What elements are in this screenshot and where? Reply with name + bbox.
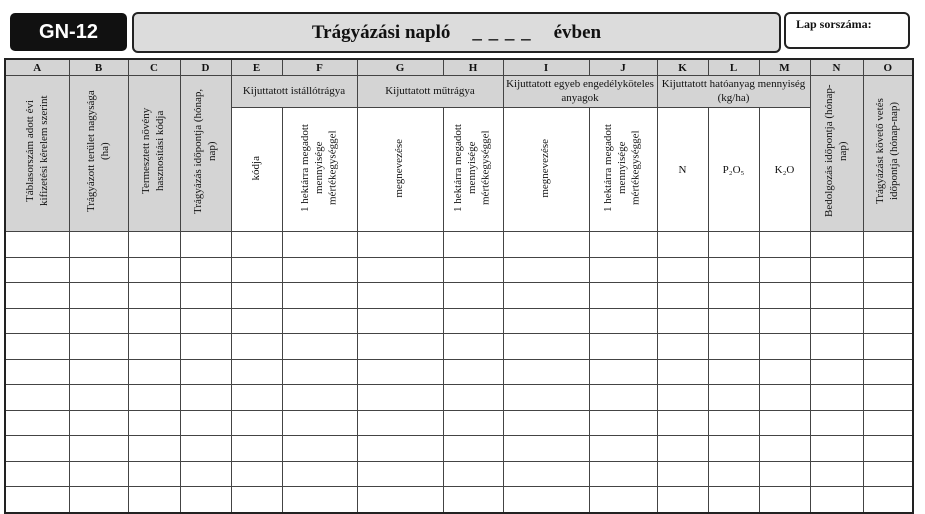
entry-cell[interactable] — [357, 283, 443, 309]
header-e-text: kódja — [249, 155, 262, 181]
entry-cell[interactable] — [589, 436, 657, 462]
entry-cell[interactable] — [708, 334, 759, 360]
table-row — [5, 257, 913, 283]
entry-cell[interactable] — [231, 308, 282, 334]
entry-cell[interactable] — [589, 257, 657, 283]
entry-cell[interactable] — [231, 257, 282, 283]
col-letter-c: C — [128, 59, 180, 76]
header-d — [180, 76, 231, 232]
entry-cell[interactable] — [282, 283, 357, 309]
table-row — [5, 410, 913, 436]
entry-cell[interactable] — [759, 334, 810, 360]
entry-cell[interactable] — [759, 436, 810, 462]
entry-cell[interactable] — [863, 461, 913, 487]
entry-cell[interactable] — [128, 308, 180, 334]
entry-cell[interactable] — [128, 257, 180, 283]
entry-cell[interactable] — [443, 436, 503, 462]
entry-cell[interactable] — [357, 334, 443, 360]
entry-cell[interactable] — [231, 436, 282, 462]
entry-cell[interactable] — [443, 232, 503, 258]
header-e — [231, 108, 282, 232]
entry-cell[interactable] — [128, 461, 180, 487]
entry-cell[interactable] — [503, 461, 589, 487]
entry-cell[interactable] — [863, 385, 913, 411]
entry-cell[interactable] — [180, 232, 231, 258]
entry-cell[interactable] — [180, 257, 231, 283]
entry-cell[interactable] — [657, 385, 708, 411]
entry-cell[interactable] — [282, 232, 357, 258]
entry-cell[interactable] — [503, 334, 589, 360]
entry-cell[interactable] — [708, 410, 759, 436]
entry-cell[interactable] — [5, 461, 69, 487]
entry-cell[interactable] — [357, 410, 443, 436]
header-k: N — [657, 108, 708, 232]
entry-cell[interactable] — [589, 308, 657, 334]
entry-cell[interactable] — [503, 487, 589, 513]
entry-cell[interactable] — [128, 359, 180, 385]
entry-cell[interactable] — [282, 308, 357, 334]
entry-cell[interactable] — [5, 385, 69, 411]
header-a — [5, 76, 69, 232]
entry-cell[interactable] — [810, 461, 863, 487]
entry-cell[interactable] — [180, 436, 231, 462]
fertilization-log-table — [4, 58, 914, 514]
entry-cell[interactable] — [69, 283, 128, 309]
entry-cell[interactable] — [231, 359, 282, 385]
col-letter-b: B — [69, 59, 128, 76]
col-letter-l: L — [708, 59, 759, 76]
entry-cell[interactable] — [863, 334, 913, 360]
col-letter-m: M — [759, 59, 810, 76]
table-row — [5, 461, 913, 487]
entry-cell[interactable] — [357, 385, 443, 411]
entry-cell[interactable] — [589, 410, 657, 436]
header-j-text: 1 hektárra megadott mennyisége mértékegységgel — [602, 124, 642, 212]
col-letter-f: F — [282, 59, 357, 76]
entry-cell[interactable] — [180, 410, 231, 436]
entry-cell[interactable] — [180, 461, 231, 487]
entry-cell[interactable] — [443, 334, 503, 360]
entry-cell[interactable] — [863, 487, 913, 513]
page-number-label: Lap sorszáma: — [796, 17, 872, 31]
entry-cell[interactable] — [759, 308, 810, 334]
table-row — [5, 436, 913, 462]
entry-cell[interactable] — [443, 385, 503, 411]
entry-cell[interactable] — [863, 436, 913, 462]
entry-cell[interactable] — [657, 359, 708, 385]
entry-cell[interactable] — [759, 410, 810, 436]
entry-cell[interactable] — [708, 283, 759, 309]
entry-cell[interactable] — [589, 334, 657, 360]
entry-cell[interactable] — [443, 308, 503, 334]
entry-cell[interactable] — [69, 487, 128, 513]
entry-cell[interactable] — [759, 283, 810, 309]
entry-cell[interactable] — [5, 410, 69, 436]
entry-cell[interactable] — [708, 436, 759, 462]
entry-cell[interactable] — [357, 359, 443, 385]
col-letter-d: D — [180, 59, 231, 76]
header-j — [589, 108, 657, 232]
entry-cell[interactable] — [708, 257, 759, 283]
entry-cell[interactable] — [5, 257, 69, 283]
entry-cell[interactable] — [5, 436, 69, 462]
col-letter-n: N — [810, 59, 863, 76]
entry-cell[interactable] — [357, 487, 443, 513]
entry-cell[interactable] — [180, 308, 231, 334]
entry-cell[interactable] — [503, 385, 589, 411]
entry-cell[interactable] — [657, 283, 708, 309]
entry-cell[interactable] — [357, 257, 443, 283]
entry-cell[interactable] — [180, 283, 231, 309]
entry-cell[interactable] — [863, 257, 913, 283]
entry-cell[interactable] — [180, 385, 231, 411]
entry-cell[interactable] — [759, 461, 810, 487]
header-o-text: Trágyázást követő vetés időpontja (hónap-nap) — [874, 98, 900, 205]
header-n-text: Bedolgozás időpontja (hónap-nap) — [822, 85, 849, 218]
entry-cell[interactable] — [708, 232, 759, 258]
entry-cell[interactable] — [589, 232, 657, 258]
entry-cell[interactable] — [443, 461, 503, 487]
entry-cell[interactable] — [657, 436, 708, 462]
entry-cell[interactable] — [503, 436, 589, 462]
header-f — [282, 108, 357, 232]
header-g — [357, 108, 443, 232]
entry-cell[interactable] — [231, 334, 282, 360]
entry-cell[interactable] — [69, 334, 128, 360]
entry-cell[interactable] — [863, 283, 913, 309]
entry-cell[interactable] — [180, 334, 231, 360]
entry-cell[interactable] — [128, 334, 180, 360]
entry-cell[interactable] — [503, 257, 589, 283]
page-number-box[interactable] — [784, 12, 910, 49]
header-b — [69, 76, 128, 232]
entry-cell[interactable] — [503, 283, 589, 309]
column-letter-row — [5, 59, 913, 76]
header-n — [810, 76, 863, 232]
entry-cell[interactable] — [810, 283, 863, 309]
entry-cell[interactable] — [231, 461, 282, 487]
entry-cell[interactable] — [759, 232, 810, 258]
group-header-other-materials: Kijuttatott egyeb engedélyköteles anyagok — [503, 76, 657, 108]
entry-cell[interactable] — [503, 232, 589, 258]
col-letter-h: H — [443, 59, 503, 76]
header-g-text: megnevezése — [393, 138, 406, 198]
header-f-text: 1 hektárra megadott mennyisége mértékegységgel — [298, 124, 339, 212]
header-o — [863, 76, 913, 232]
log-body — [5, 232, 913, 513]
entry-cell[interactable] — [282, 487, 357, 513]
table-row — [5, 283, 913, 309]
col-letter-e: E — [231, 59, 282, 76]
entry-cell[interactable] — [69, 359, 128, 385]
entry-cell[interactable] — [357, 436, 443, 462]
form-code: GN-12 — [39, 20, 98, 43]
header-i — [503, 108, 589, 232]
entry-cell[interactable] — [810, 359, 863, 385]
entry-cell[interactable] — [657, 461, 708, 487]
entry-cell[interactable] — [657, 334, 708, 360]
entry-cell[interactable] — [708, 487, 759, 513]
entry-cell[interactable] — [657, 232, 708, 258]
entry-cell[interactable] — [443, 487, 503, 513]
entry-cell[interactable] — [357, 232, 443, 258]
entry-cell[interactable] — [589, 487, 657, 513]
table-row — [5, 232, 913, 258]
entry-cell[interactable] — [5, 232, 69, 258]
title-prefix: Trágyázási napló — [311, 21, 451, 43]
header-l: P₂O₅ — [708, 108, 759, 232]
entry-cell[interactable] — [810, 232, 863, 258]
entry-cell[interactable] — [443, 257, 503, 283]
entry-cell[interactable] — [231, 385, 282, 411]
entry-cell[interactable] — [657, 410, 708, 436]
entry-cell[interactable] — [810, 410, 863, 436]
entry-cell[interactable] — [657, 308, 708, 334]
entry-cell[interactable] — [443, 410, 503, 436]
entry-cell[interactable] — [128, 436, 180, 462]
entry-cell[interactable] — [5, 308, 69, 334]
entry-cell[interactable] — [282, 436, 357, 462]
entry-cell[interactable] — [231, 410, 282, 436]
entry-cell[interactable] — [657, 487, 708, 513]
table-row — [5, 359, 913, 385]
entry-cell[interactable] — [810, 334, 863, 360]
entry-cell[interactable] — [810, 308, 863, 334]
entry-cell[interactable] — [282, 257, 357, 283]
header-m: K₂O — [759, 108, 810, 232]
col-letter-j: J — [589, 59, 657, 76]
group-header-active-ingredient: Kijuttatott hatóanyag mennyiség (kg/ha) — [657, 76, 810, 108]
entry-cell[interactable] — [282, 410, 357, 436]
entry-cell[interactable] — [708, 359, 759, 385]
entry-cell[interactable] — [357, 461, 443, 487]
entry-cell[interactable] — [5, 487, 69, 513]
header-c-text: Termesztett növény hasznosítási kódja — [140, 108, 166, 195]
header-h-text: 1 hektárra megadott mennyisége mértékegységgel — [452, 124, 492, 212]
entry-cell[interactable] — [503, 410, 589, 436]
entry-cell[interactable] — [810, 436, 863, 462]
header-d-text: Trágyázás időpontja (hónap, nap) — [191, 88, 218, 214]
header-b-text: Trágyázott terület nagysága (ha) — [84, 90, 111, 213]
group-header-manure: Kijuttatott istállótrágya — [231, 76, 357, 108]
entry-cell[interactable] — [708, 461, 759, 487]
title-banner — [132, 12, 781, 53]
entry-cell[interactable] — [810, 487, 863, 513]
table-row — [5, 308, 913, 334]
entry-cell[interactable] — [589, 385, 657, 411]
entry-cell[interactable] — [503, 359, 589, 385]
title-suffix: évben — [553, 21, 602, 43]
year-blank[interactable]: _ _ _ _ — [472, 21, 532, 43]
entry-cell[interactable] — [5, 283, 69, 309]
table-row — [5, 487, 913, 513]
entry-cell[interactable] — [863, 359, 913, 385]
entry-cell[interactable] — [128, 487, 180, 513]
entry-cell[interactable] — [282, 359, 357, 385]
header-a-text: Táblasorszám adott évi kifizetési kérelem szerint — [23, 96, 50, 207]
entry-cell[interactable] — [180, 487, 231, 513]
entry-cell[interactable] — [503, 308, 589, 334]
entry-cell[interactable] — [708, 308, 759, 334]
entry-cell[interactable] — [69, 461, 128, 487]
entry-cell[interactable] — [759, 385, 810, 411]
entry-cell[interactable] — [282, 461, 357, 487]
entry-cell[interactable] — [443, 359, 503, 385]
entry-cell[interactable] — [69, 410, 128, 436]
col-letter-a: A — [5, 59, 69, 76]
entry-cell[interactable] — [231, 232, 282, 258]
entry-cell[interactable] — [180, 359, 231, 385]
entry-cell[interactable] — [282, 334, 357, 360]
entry-cell[interactable] — [69, 385, 128, 411]
entry-cell[interactable] — [708, 385, 759, 411]
entry-cell[interactable] — [69, 436, 128, 462]
entry-cell[interactable] — [5, 359, 69, 385]
table-row — [5, 334, 913, 360]
entry-cell[interactable] — [282, 385, 357, 411]
entry-cell[interactable] — [357, 308, 443, 334]
entry-cell[interactable] — [5, 334, 69, 360]
entry-cell[interactable] — [128, 410, 180, 436]
entry-cell[interactable] — [759, 487, 810, 513]
entry-cell[interactable] — [863, 410, 913, 436]
group-header-fertilizer: Kijuttatott műtrágya — [357, 76, 503, 108]
entry-cell[interactable] — [69, 232, 128, 258]
entry-cell[interactable] — [810, 385, 863, 411]
entry-cell[interactable] — [589, 283, 657, 309]
col-letter-k: K — [657, 59, 708, 76]
entry-cell[interactable] — [443, 283, 503, 309]
header-i-text: megnevezése — [539, 138, 552, 198]
entry-cell[interactable] — [231, 487, 282, 513]
entry-cell[interactable] — [863, 308, 913, 334]
col-letter-i: I — [503, 59, 589, 76]
header-c — [128, 76, 180, 232]
entry-cell[interactable] — [759, 257, 810, 283]
entry-cell[interactable] — [589, 461, 657, 487]
entry-cell[interactable] — [69, 308, 128, 334]
entry-cell[interactable] — [69, 257, 128, 283]
entry-cell[interactable] — [128, 232, 180, 258]
entry-cell[interactable] — [863, 232, 913, 258]
header-h — [443, 108, 503, 232]
entry-cell[interactable] — [759, 359, 810, 385]
entry-cell[interactable] — [589, 359, 657, 385]
table-row — [5, 385, 913, 411]
entry-cell[interactable] — [657, 257, 708, 283]
col-letter-g: G — [357, 59, 443, 76]
entry-cell[interactable] — [810, 257, 863, 283]
entry-cell[interactable] — [128, 385, 180, 411]
form-code-badge — [10, 13, 127, 51]
entry-cell[interactable] — [231, 283, 282, 309]
col-letter-o: O — [863, 59, 913, 76]
column-header-row — [5, 76, 913, 108]
entry-cell[interactable] — [128, 283, 180, 309]
